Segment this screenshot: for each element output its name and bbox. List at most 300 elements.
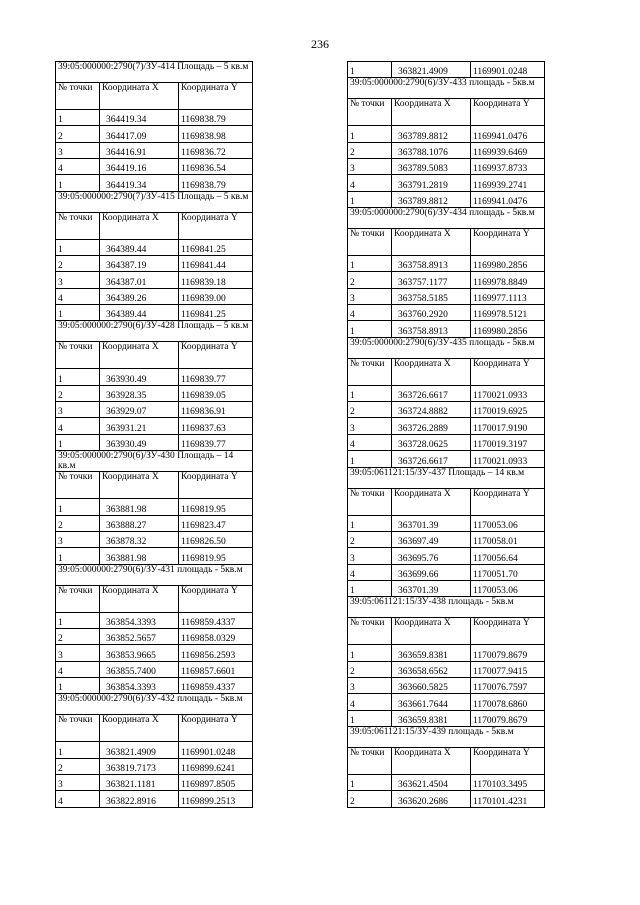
coordinate-y: 1170019.6925 <box>471 402 545 418</box>
coordinate-x: 364419.16 <box>100 159 179 175</box>
point-number: 1 <box>348 321 392 337</box>
coordinate-x: 363822.8916 <box>100 791 179 807</box>
header-coordinate-x: Координата X <box>100 342 179 369</box>
parcel-title-row <box>56 564 253 585</box>
table-row <box>56 515 253 531</box>
parcel-title-row <box>56 321 253 342</box>
coordinate-y: 1169937.8733 <box>471 159 545 175</box>
table-row <box>56 742 253 758</box>
coordinate-x: 363855.7400 <box>100 661 179 677</box>
header-point: № точки <box>348 358 392 385</box>
table-row <box>348 126 545 142</box>
coordinate-x: 363758.8913 <box>392 256 471 272</box>
table-row <box>56 272 253 288</box>
table-row <box>56 402 253 418</box>
coordinate-y: 1169838.79 <box>179 175 253 191</box>
coordinate-x: 363726.2889 <box>392 418 471 434</box>
coordinate-y: 1169858.0329 <box>179 628 253 644</box>
coordinate-x: 363930.49 <box>100 434 179 450</box>
coordinate-x: 363821.4909 <box>392 62 471 78</box>
coordinate-x: 363659.8381 <box>392 710 471 726</box>
point-number: 3 <box>348 677 392 693</box>
point-number: 1 <box>348 62 392 78</box>
table-row <box>348 645 545 661</box>
parcel-title: 39:05:000000:2790(7)/ЗУ-414 Площадь – 5 кв.м <box>56 62 253 83</box>
coordinate-x: 363928.35 <box>100 385 179 401</box>
point-number: 3 <box>348 418 392 434</box>
coordinate-y: 1169839.18 <box>179 272 253 288</box>
coordinate-y: 1170058.01 <box>471 531 545 547</box>
coordinate-x: 364387.01 <box>100 272 179 288</box>
point-number: 2 <box>56 758 100 774</box>
coordinate-y: 1169859.4337 <box>179 677 253 693</box>
table-row <box>348 531 545 547</box>
point-number: 1 <box>56 239 100 255</box>
coordinate-y: 1169823.47 <box>179 515 253 531</box>
coordinate-x: 363728.0625 <box>392 434 471 450</box>
table-row <box>348 434 545 450</box>
coordinate-y: 1169819.95 <box>179 499 253 515</box>
coordinate-x: 363791.2819 <box>392 175 471 191</box>
header-point: № точки <box>348 488 392 515</box>
table-row <box>348 694 545 710</box>
point-number: 1 <box>348 645 392 661</box>
table-row <box>56 499 253 515</box>
coordinate-y: 1170079.8679 <box>471 710 545 726</box>
coordinate-y: 1169838.98 <box>179 126 253 142</box>
coordinate-y: 1169939.6469 <box>471 142 545 158</box>
table-row <box>56 628 253 644</box>
table-row <box>56 175 253 191</box>
header-coordinate-y: Координата Y <box>179 585 253 612</box>
table-row <box>56 677 253 693</box>
point-number: 3 <box>348 548 392 564</box>
table-row <box>348 774 545 790</box>
coordinate-y: 1169839.00 <box>179 288 253 304</box>
coordinate-y: 1169901.0248 <box>179 742 253 758</box>
parcel-title-row <box>348 78 545 99</box>
coordinate-y: 1169836.91 <box>179 402 253 418</box>
coordinate-x: 363930.49 <box>100 369 179 385</box>
coordinates-table-right <box>347 61 545 808</box>
point-number: 1 <box>348 385 392 401</box>
coordinate-y: 1169859.4337 <box>179 612 253 628</box>
coordinate-x: 363819.7173 <box>100 758 179 774</box>
table-header-row <box>56 342 253 369</box>
coordinate-x: 363853.9665 <box>100 645 179 661</box>
coordinate-x: 364419.34 <box>100 110 179 126</box>
parcel-title: 39:05:000000:2790(6)/ЗУ-433 площадь - 5кв.м <box>348 78 545 99</box>
coordinate-x: 363760.2920 <box>392 305 471 321</box>
point-number: 3 <box>56 142 100 158</box>
header-coordinate-y: Координата Y <box>471 618 545 645</box>
coordinate-x: 364389.26 <box>100 288 179 304</box>
header-coordinate-y: Координата Y <box>179 715 253 742</box>
coordinate-x: 363789.8812 <box>392 126 471 142</box>
coordinate-x: 363821.4909 <box>100 742 179 758</box>
table-header-row <box>56 83 253 110</box>
header-coordinate-x: Координата X <box>392 99 471 126</box>
point-number: 3 <box>56 531 100 547</box>
coordinate-x: 363701.39 <box>392 515 471 531</box>
parcel-title-row <box>56 191 253 212</box>
point-number: 1 <box>56 369 100 385</box>
coordinate-y: 1170079.8679 <box>471 645 545 661</box>
header-coordinate-y: Координата Y <box>179 212 253 239</box>
table-row <box>348 159 545 175</box>
parcel-title: 39:05:061121:15/ЗУ-439 площадь - 5кв.м <box>348 726 545 747</box>
header-point: № точки <box>348 618 392 645</box>
coordinate-x: 363695.76 <box>392 548 471 564</box>
parcel-title: 39:05:000000:2790(6)/ЗУ-435 площадь - 5кв.м <box>348 337 545 358</box>
coordinate-x: 363726.6617 <box>392 451 471 467</box>
coordinate-x: 364416.91 <box>100 142 179 158</box>
coordinate-x: 363854.3393 <box>100 612 179 628</box>
coordinate-y: 1170056.64 <box>471 548 545 564</box>
coordinate-y: 1169841.25 <box>179 239 253 255</box>
point-number: 3 <box>56 774 100 790</box>
coordinate-x: 363758.5185 <box>392 288 471 304</box>
coordinate-y: 1170021.0933 <box>471 451 545 467</box>
point-number: 4 <box>348 694 392 710</box>
point-number: 2 <box>56 515 100 531</box>
table-row <box>56 239 253 255</box>
table-header-row <box>348 488 545 515</box>
coordinate-x: 364417.09 <box>100 126 179 142</box>
point-number: 1 <box>348 580 392 596</box>
table-row <box>348 418 545 434</box>
table-row <box>348 142 545 158</box>
coordinate-y: 1170078.6860 <box>471 694 545 710</box>
table-row <box>56 305 253 321</box>
table-row <box>348 451 545 467</box>
coordinate-y: 1169977.1113 <box>471 288 545 304</box>
parcel-title-row <box>348 337 545 358</box>
point-number: 4 <box>56 791 100 807</box>
point-number: 2 <box>348 402 392 418</box>
table-row <box>348 548 545 564</box>
coordinate-x: 363620.2686 <box>392 791 471 807</box>
header-point: № точки <box>348 229 392 256</box>
header-point: № точки <box>348 99 392 126</box>
parcel-title-row <box>56 62 253 83</box>
table-row <box>348 677 545 693</box>
table-row <box>348 288 545 304</box>
table-row <box>348 272 545 288</box>
table-row <box>56 548 253 564</box>
point-number: 2 <box>56 628 100 644</box>
coordinate-x: 363701.39 <box>392 580 471 596</box>
coordinate-y: 1170076.7597 <box>471 677 545 693</box>
table-row <box>348 402 545 418</box>
header-coordinate-x: Координата X <box>392 229 471 256</box>
table-row <box>348 580 545 596</box>
coordinate-x: 363881.98 <box>100 548 179 564</box>
coordinate-y: 1170017.9190 <box>471 418 545 434</box>
coordinate-y: 1169978.8849 <box>471 272 545 288</box>
point-number: 2 <box>56 256 100 272</box>
point-number: 3 <box>56 645 100 661</box>
coordinate-y: 1169839.05 <box>179 385 253 401</box>
coordinate-y: 1169941.0476 <box>471 126 545 142</box>
point-number: 1 <box>56 612 100 628</box>
header-point: № точки <box>56 585 100 612</box>
table-row <box>348 515 545 531</box>
table-header-row <box>56 472 253 499</box>
point-number: 1 <box>348 191 392 207</box>
header-coordinate-y: Координата Y <box>471 229 545 256</box>
table-row <box>56 385 253 401</box>
header-coordinate-y: Координата Y <box>471 488 545 515</box>
coordinate-x: 363888.27 <box>100 515 179 531</box>
coordinate-x: 363658.6562 <box>392 661 471 677</box>
parcel-title: 39:05:000000:2790(6)/ЗУ-428 Площадь – 5 кв.м <box>56 321 253 342</box>
header-coordinate-x: Координата X <box>100 212 179 239</box>
header-coordinate-y: Координата Y <box>471 747 545 774</box>
parcel-title: 39:05:061121:15/ЗУ-437 Площадь – 14 кв.м <box>348 467 545 488</box>
point-number: 1 <box>56 548 100 564</box>
parcel-title: 39:05:000000:2790(6)/ЗУ-431 площадь - 5кв.м <box>56 564 253 585</box>
coordinate-y: 1169857.6601 <box>179 661 253 677</box>
coordinate-y: 1169837.63 <box>179 418 253 434</box>
table-row <box>56 434 253 450</box>
point-number: 1 <box>56 434 100 450</box>
point-number: 3 <box>56 402 100 418</box>
coordinate-x: 363931.21 <box>100 418 179 434</box>
coordinate-x: 364419.34 <box>100 175 179 191</box>
coordinate-y: 1169897.8505 <box>179 774 253 790</box>
point-number: 1 <box>348 451 392 467</box>
parcel-title: 39:05:061121:15/ЗУ-438 площадь - 5кв.м <box>348 597 545 618</box>
header-point: № точки <box>56 472 100 499</box>
header-point: № точки <box>56 212 100 239</box>
point-number: 1 <box>348 515 392 531</box>
point-number: 1 <box>348 710 392 726</box>
table-row <box>348 661 545 677</box>
coordinate-y: 1169856.2593 <box>179 645 253 661</box>
coordinate-x: 363661.7644 <box>392 694 471 710</box>
table-row <box>56 110 253 126</box>
coordinate-y: 1170019.3197 <box>471 434 545 450</box>
header-coordinate-x: Координата X <box>100 715 179 742</box>
coordinate-y: 1169980.2856 <box>471 321 545 337</box>
table-row <box>56 612 253 628</box>
coordinate-x: 364387.19 <box>100 256 179 272</box>
coordinate-y: 1170101.4231 <box>471 791 545 807</box>
header-coordinate-x: Координата X <box>100 585 179 612</box>
point-number: 4 <box>56 159 100 175</box>
point-number: 1 <box>56 677 100 693</box>
coordinate-y: 1170053.06 <box>471 515 545 531</box>
header-coordinate-x: Координата X <box>100 472 179 499</box>
coordinate-y: 1170021.0933 <box>471 385 545 401</box>
parcel-title-row <box>348 597 545 618</box>
coordinate-x: 363758.8913 <box>392 321 471 337</box>
coordinate-x: 363878.32 <box>100 531 179 547</box>
coordinate-y: 1170103.3495 <box>471 774 545 790</box>
coordinate-y: 1169826.50 <box>179 531 253 547</box>
point-number: 2 <box>348 272 392 288</box>
parcel-title-row <box>348 208 545 229</box>
parcel-title: 39:05:000000:2790(6)/ЗУ-434 площадь - 5кв.м <box>348 208 545 229</box>
coordinate-x: 363854.3393 <box>100 677 179 693</box>
table-row <box>56 774 253 790</box>
header-coordinate-x: Координата X <box>392 488 471 515</box>
coordinate-x: 363724.8882 <box>392 402 471 418</box>
table-header-row <box>348 747 545 774</box>
coordinate-x: 364389.44 <box>100 239 179 255</box>
header-coordinate-y: Координата Y <box>179 342 253 369</box>
table-header-row <box>56 212 253 239</box>
coordinate-y: 1169841.44 <box>179 256 253 272</box>
point-number: 1 <box>348 256 392 272</box>
coordinate-x: 363726.6617 <box>392 385 471 401</box>
coordinates-table-left <box>55 61 253 808</box>
point-number: 2 <box>348 791 392 807</box>
table-row <box>56 418 253 434</box>
header-coordinate-x: Координата X <box>392 358 471 385</box>
table-row <box>348 62 545 78</box>
page-number: 236 <box>311 37 329 51</box>
table-row <box>348 175 545 191</box>
table-row <box>56 758 253 774</box>
table-row <box>56 531 253 547</box>
coordinate-x: 363881.98 <box>100 499 179 515</box>
table-row <box>56 142 253 158</box>
table-header-row <box>348 99 545 126</box>
coordinate-y: 1169899.2513 <box>179 791 253 807</box>
coordinate-y: 1170053.06 <box>471 580 545 596</box>
right-column <box>347 61 545 808</box>
point-number: 3 <box>348 288 392 304</box>
coordinate-y: 1169839.77 <box>179 434 253 450</box>
header-coordinate-y: Координата Y <box>471 99 545 126</box>
coordinate-y: 1170077.9415 <box>471 661 545 677</box>
parcel-title-row <box>56 694 253 715</box>
coordinate-y: 1169838.79 <box>179 110 253 126</box>
table-row <box>348 305 545 321</box>
table-row <box>348 791 545 807</box>
header-coordinate-x: Координата X <box>100 83 179 110</box>
coordinate-y: 1169980.2856 <box>471 256 545 272</box>
point-number: 4 <box>348 175 392 191</box>
coordinate-x: 363757.1177 <box>392 272 471 288</box>
point-number: 1 <box>56 499 100 515</box>
table-row <box>56 645 253 661</box>
header-point: № точки <box>56 83 100 110</box>
coordinate-x: 363659.8381 <box>392 645 471 661</box>
coordinate-x: 363788.1076 <box>392 142 471 158</box>
point-number: 1 <box>56 110 100 126</box>
header-point: № точки <box>56 342 100 369</box>
coordinate-x: 363621.4504 <box>392 774 471 790</box>
coordinate-x: 363852.5657 <box>100 628 179 644</box>
table-row <box>348 710 545 726</box>
point-number: 2 <box>348 531 392 547</box>
coordinate-y: 1169978.5121 <box>471 305 545 321</box>
coordinate-y: 1169939.2741 <box>471 175 545 191</box>
header-coordinate-x: Координата X <box>392 747 471 774</box>
parcel-title-row <box>56 451 253 472</box>
coordinate-y: 1169899.6241 <box>179 758 253 774</box>
point-number: 4 <box>56 288 100 304</box>
coordinate-y: 1169901.0248 <box>471 62 545 78</box>
header-coordinate-x: Координата X <box>392 618 471 645</box>
parcel-title: 39:05:000000:2790(6)/ЗУ-430 Площадь – 14 кв.м <box>56 451 253 472</box>
point-number: 1 <box>56 175 100 191</box>
coordinate-x: 363789.8812 <box>392 191 471 207</box>
coordinate-y: 1169836.72 <box>179 142 253 158</box>
table-header-row <box>56 715 253 742</box>
coordinate-x: 363660.5825 <box>392 677 471 693</box>
point-number: 1 <box>56 742 100 758</box>
point-number: 1 <box>348 774 392 790</box>
point-number: 1 <box>348 126 392 142</box>
parcel-title-row <box>348 467 545 488</box>
point-number: 2 <box>56 126 100 142</box>
table-row <box>56 288 253 304</box>
header-point: № точки <box>56 715 100 742</box>
point-number: 2 <box>56 385 100 401</box>
table-row <box>56 126 253 142</box>
coordinate-y: 1169941.0476 <box>471 191 545 207</box>
table-row <box>348 564 545 580</box>
header-point: № точки <box>348 747 392 774</box>
coordinate-y: 1169819.95 <box>179 548 253 564</box>
coordinate-x: 363789.5083 <box>392 159 471 175</box>
coordinate-y: 1170051.70 <box>471 564 545 580</box>
point-number: 2 <box>348 142 392 158</box>
table-row <box>348 191 545 207</box>
table-header-row <box>348 358 545 385</box>
point-number: 4 <box>348 434 392 450</box>
parcel-title-row <box>348 726 545 747</box>
table-header-row <box>56 585 253 612</box>
parcel-title: 39:05:000000:2790(6)/ЗУ-432 площадь - 5кв.м <box>56 694 253 715</box>
point-number: 4 <box>348 305 392 321</box>
table-row <box>56 256 253 272</box>
left-column <box>55 61 253 808</box>
coordinate-x: 363821.1181 <box>100 774 179 790</box>
point-number: 3 <box>56 272 100 288</box>
coordinate-y: 1169841.25 <box>179 305 253 321</box>
table-row <box>56 791 253 807</box>
coordinate-y: 1169836.54 <box>179 159 253 175</box>
header-coordinate-y: Координата Y <box>471 358 545 385</box>
table-header-row <box>348 229 545 256</box>
table-row <box>348 321 545 337</box>
table-row <box>56 661 253 677</box>
coordinate-x: 364389.44 <box>100 305 179 321</box>
point-number: 3 <box>348 159 392 175</box>
header-coordinate-y: Координата Y <box>179 472 253 499</box>
point-number: 4 <box>348 564 392 580</box>
coordinate-x: 363929.07 <box>100 402 179 418</box>
table-header-row <box>348 618 545 645</box>
point-number: 4 <box>56 418 100 434</box>
table-row <box>56 369 253 385</box>
coordinate-x: 363699.66 <box>392 564 471 580</box>
point-number: 4 <box>56 661 100 677</box>
point-number: 2 <box>348 661 392 677</box>
table-row <box>348 256 545 272</box>
point-number: 1 <box>56 305 100 321</box>
header-coordinate-y: Координата Y <box>179 83 253 110</box>
coordinate-x: 363697.49 <box>392 531 471 547</box>
table-row <box>348 385 545 401</box>
parcel-title: 39:05:000000:2790(7)/ЗУ-415 Площадь – 5 кв.м <box>56 191 253 212</box>
coordinate-y: 1169839.77 <box>179 369 253 385</box>
